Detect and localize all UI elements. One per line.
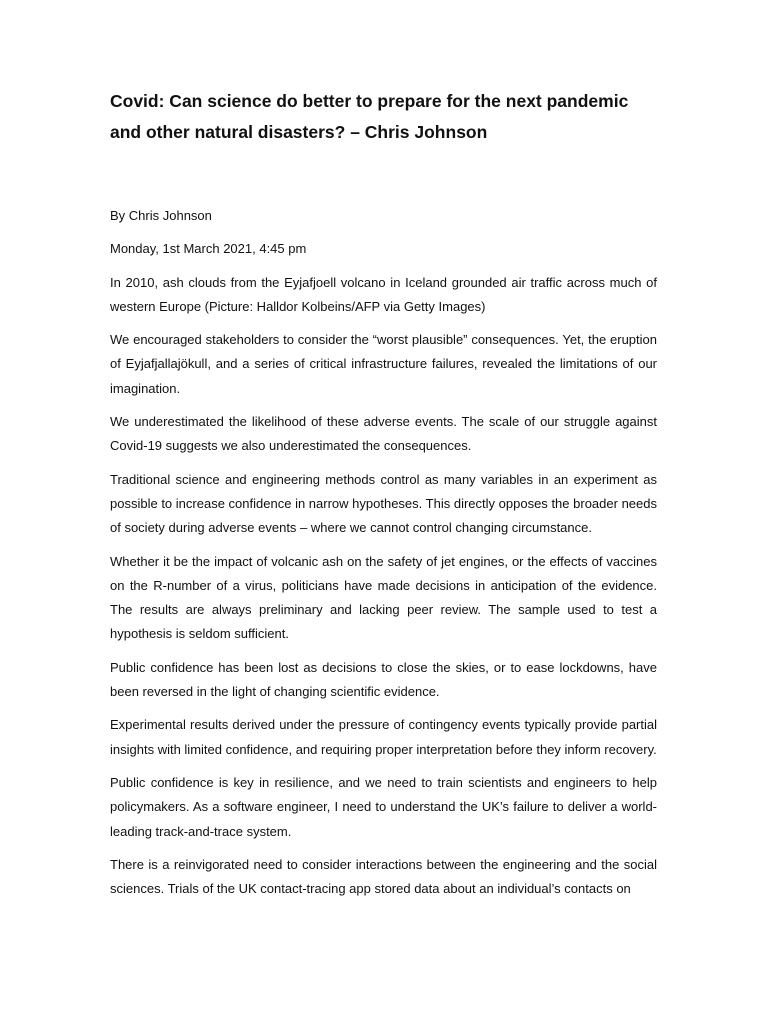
paragraph: In 2010, ash clouds from the Eyjafjoell volcano in Iceland grounded air traffic across much of western Europe (Picture: Halldor Kolbeins/AFP via Getty Images) [110, 274, 657, 314]
article [110, 86, 657, 910]
paragraph: Public confidence has been lost as decisions to close the skies, or to ease lockdowns, have been reversed in the light of changing scientific evidence. [110, 659, 657, 700]
paragraph: Public confidence is key in resilience, and we need to train scientists and engineers to help policymakers. As a software engineer, I need to understand the UK’s failure to deliver a world-leading track-and-trace system. [110, 774, 657, 839]
article-byline: By Chris Johnson [110, 208, 212, 223]
paragraph: Experimental results derived under the pressure of contingency events typically provide partial insights with limited confidence, and requiring proper interpretation before they inform recovery. [110, 717, 657, 757]
paragraph: We underestimated the likelihood of these adverse events. The scale of our struggle against Covid-19 suggests we also underestimated the consequences. [110, 414, 657, 454]
article-title: Covid: Can science do better to prepare for the next pandemic and other natural disasters? – Chris Johnson [110, 91, 629, 142]
paragraph: We encouraged stakeholders to consider the “worst plausible” consequences. Yet, the eruption of Eyjafjallajökull, and a series of critical infrastructure failures, revealed the limitations of our imagination. [110, 332, 657, 396]
paragraph: There is a reinvigorated need to consider interactions between the engineering and the social sciences. Trials of the UK contact-tracing app stored data about an individual’s contacts on [110, 856, 657, 897]
article-date: Monday, 1st March 2021, 4:45 pm [110, 241, 307, 257]
paragraph: Traditional science and engineering methods control as many variables in an experiment as possible to increase confidence in narrow hypotheses. This directly opposes the broader needs of society during adverse events – where we cannot control changing circumstance. [110, 471, 657, 536]
paragraph: Whether it be the impact of volcanic ash on the safety of jet engines, or the effects of vaccines on the R-number of a virus, politicians have made decisions in anticipation of the evidence. The results are always preliminary and lacking peer review. The sample used to test a hypothesis is seldom sufficient. [110, 553, 657, 642]
